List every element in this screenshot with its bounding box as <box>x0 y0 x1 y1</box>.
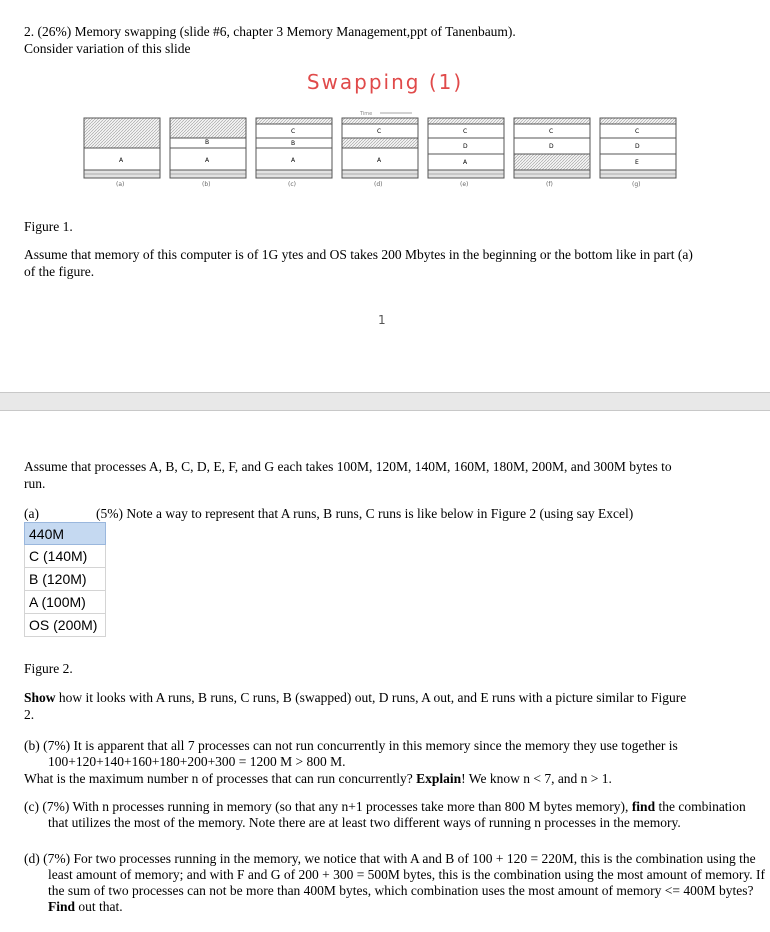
part-d-tail: out that. <box>75 899 123 914</box>
part-d <box>24 851 768 915</box>
figure-1-caption: Figure 1. <box>24 219 73 234</box>
svg-text:A: A <box>119 157 124 164</box>
svg-text:A: A <box>377 157 382 164</box>
part-b-line1: (b) (7%) It is apparent that all 7 processes can not run concurrently in this memory since the memory they use together is <box>24 738 678 753</box>
part-c-find: find <box>631 799 656 814</box>
part-c <box>24 799 768 831</box>
excel-cell-b: B (120M) <box>24 568 106 591</box>
svg-text:(b): (b) <box>202 181 211 188</box>
svg-text:D: D <box>549 143 554 150</box>
svg-text:C: C <box>377 128 382 135</box>
svg-text:D: D <box>463 143 468 150</box>
svg-text:C: C <box>291 128 296 135</box>
memory-column-c <box>256 118 332 188</box>
svg-text:(d): (d) <box>374 181 383 188</box>
assume-os-line1: Assume that memory of this computer is of 1G ytes and OS takes 200 Mbytes in the beginning or the bottom like in part (a) <box>24 247 693 262</box>
figure-1-memory-diagram <box>82 108 686 192</box>
show-bold: Show <box>24 690 56 705</box>
svg-text:A: A <box>463 159 468 166</box>
part-b-question-tail: ! We know n < 7, and n > 1. <box>461 771 612 786</box>
excel-cell-c: C (140M) <box>24 545 106 568</box>
svg-text:(c): (c) <box>288 181 296 188</box>
part-b-line2: 100+120+140+160+180+200+300 = 1200 M > 800 M. <box>48 754 346 769</box>
memory-column-g <box>600 118 676 188</box>
figure-2-excel-stack <box>24 522 106 637</box>
svg-text:(e): (e) <box>460 181 469 188</box>
memory-column-b <box>170 118 246 188</box>
figure-2-caption: Figure 2. <box>24 661 73 676</box>
show-instruction <box>24 690 754 706</box>
page-break <box>0 392 770 411</box>
part-a-label: (a) <box>24 506 39 521</box>
svg-text:Time: Time <box>360 111 373 117</box>
part-b-question-text: What is the maximum number n of processes that can run concurrently? <box>24 771 417 786</box>
excel-cell-a: A (100M) <box>24 591 106 614</box>
svg-text:C: C <box>463 128 468 135</box>
part-c-tail: the combination that utilizes the most of the memory. Note there are at least two different ways of running n processes in the memory. <box>48 799 746 830</box>
assume-os-line2: of the figure. <box>24 264 95 279</box>
processes-line1: Assume that processes A, B, C, D, E, F, and G each takes 100M, 120M, 140M, 160M, 180M, 200M, and 300M bytes to <box>24 459 672 474</box>
memory-column-f <box>514 118 590 188</box>
svg-text:B: B <box>205 139 210 146</box>
svg-text:C: C <box>549 128 554 135</box>
memory-column-e <box>428 118 504 188</box>
svg-text:B: B <box>291 140 296 147</box>
svg-text:E: E <box>635 159 639 166</box>
memory-column-d <box>342 118 418 188</box>
part-d-text: (d) (7%) For two processes running in the memory, we notice that with A and B of 100 + 120 = 220M, this is the combination using the least amount of memory; and with F and G of 200 + 300 = 500M bytes, this is the combination using the most amount of memory. If the sum of two processes can not be more than 400M bytes, which combination uses the most amount of memory <= 400M bytes? <box>24 851 766 898</box>
question-subheader: Consider variation of this slide <box>24 41 191 56</box>
part-b-explain: Explain <box>416 771 462 786</box>
slide-title: Swapping (1) <box>306 70 464 94</box>
page-number: 1 <box>378 313 386 327</box>
part-c-text: (c) (7%) With n processes running in memory (so that any n+1 processes take more than 800 M bytes memory), <box>24 799 632 814</box>
svg-text:D: D <box>635 143 640 150</box>
part-d-find: Find <box>48 899 76 914</box>
svg-text:A: A <box>205 157 210 164</box>
show-text: how it looks with A runs, B runs, C runs, B (swapped) out, D runs, A out, and E runs with a picture similar to Figure <box>55 690 687 705</box>
svg-text:(g): (g) <box>632 181 641 188</box>
excel-cell-free: 440M <box>24 522 106 545</box>
show-text-line2: 2. <box>24 707 35 722</box>
question-header: 2. (26%) Memory swapping (slide #6, chapter 3 Memory Management,ppt of Tanenbaum). <box>24 24 516 39</box>
svg-text:(f): (f) <box>546 181 553 188</box>
memory-column-a <box>84 118 160 188</box>
svg-text:(a): (a) <box>116 181 125 188</box>
svg-text:C: C <box>635 128 640 135</box>
processes-line2: run. <box>24 476 46 491</box>
part-b-question <box>24 771 754 787</box>
part-a-text: (5%) Note a way to represent that A runs, B runs, C runs is like below in Figure 2 (using say Excel) <box>96 506 634 521</box>
excel-cell-os: OS (200M) <box>24 614 106 637</box>
svg-text:A: A <box>291 157 296 164</box>
